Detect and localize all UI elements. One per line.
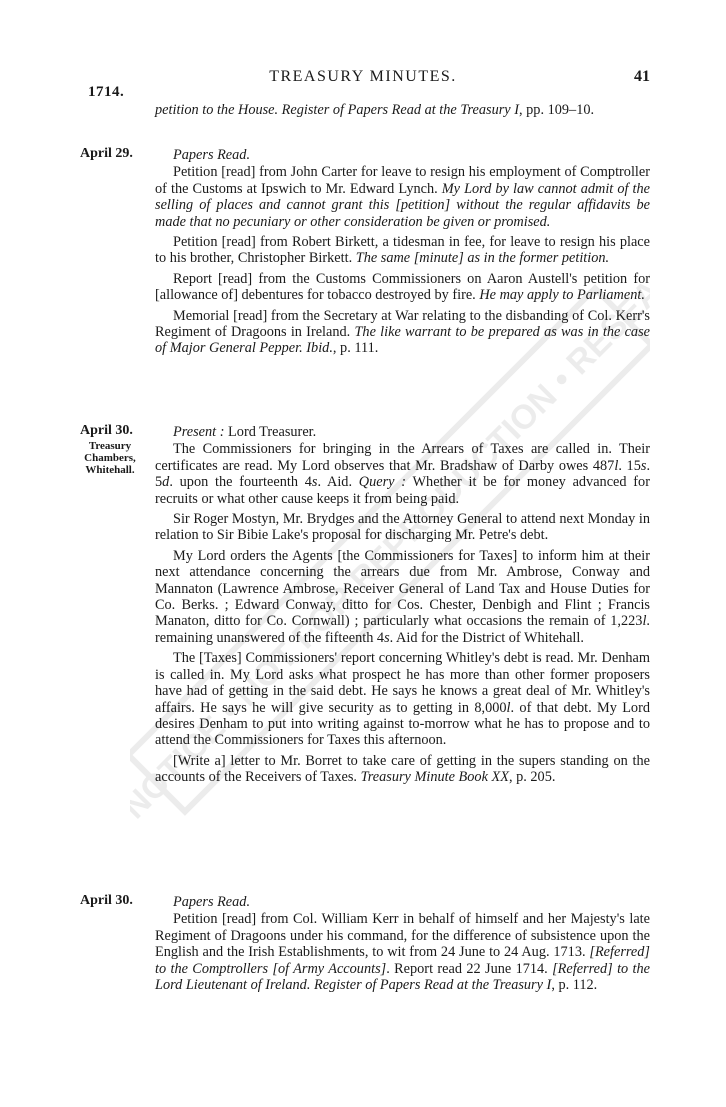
text-run: . Report read 22 June 1714. (386, 960, 553, 977)
italic-run: s (384, 629, 390, 646)
page-header (0, 64, 726, 100)
entry-date-text: April 30. (80, 423, 133, 438)
paragraph (155, 753, 650, 786)
text-run: Petition [read] from Col. William Kerr in behalf of himself and her Majesty's late Regiment of Dragoons under his command, for the difference of subsistence upon the English and the Irish Establishments, to wit from 24 June to 24 Aug. 1713. (155, 911, 650, 961)
entry-place: Treasury Chambers, Whitehall. (84, 440, 136, 476)
paragraph (155, 511, 650, 544)
entry-body (155, 102, 650, 122)
italic-run: d (162, 474, 170, 491)
section-heading: Papers Read. (173, 894, 251, 910)
italic-run: Query : (358, 474, 407, 491)
italic-run: l (642, 613, 647, 630)
italic-run: The like warrant to be prepared as was in the case of Major General Pepper. Ibid. (155, 324, 650, 357)
entry-body (155, 147, 650, 361)
text-run: Report [read] from the Customs Commissioners on Aaron Austell's petition for [allowance of] debentures for tobacco destroyed by fire. (155, 270, 650, 304)
text-run: . 15 (618, 457, 641, 474)
header-year: 1714. (88, 84, 125, 100)
text-run: . Aid for the District of Whitehall. (389, 629, 584, 646)
italic-run: l (506, 699, 511, 716)
section-heading: Papers Read. (173, 147, 251, 163)
running-title: TREASURY MINUTES. (269, 68, 457, 85)
italic-run: [Referred] to the Comptrollers [of Army Accounts] (155, 944, 650, 977)
italic-run: My Lord by law cannot admit of the selling of places and cannot grant this [petition] without the regular affidavits be made that no pecuniary or other consideration be given or promised. (155, 180, 650, 230)
italic-run: l (614, 457, 619, 474)
italic-run: petition to the House. Register of Papers Read at the Treasury I (155, 102, 519, 118)
entry-date (80, 423, 150, 476)
text-run: . remaining unanswered of the fifteenth 4 (155, 613, 650, 646)
svg-text:ENT NOTICE • NOT FOR REPRODUCT: ENT NOTICE • NOT FOR REPRODUCTION • RESEARCH (130, 250, 650, 850)
text-run: Sir Roger Mostyn, Mr. Brydges and the Attorney General to attend next Monday in relation to Sir Bibie Lake's proposal for discharging Mr. Petre's debt. (155, 511, 650, 544)
text-run: . 5 (155, 457, 651, 491)
text-run: Petition [read] from John Carter for leave to resign his employment of Comptroller of the Customs at Ipswich to Mr. Edward Lynch. (155, 164, 650, 197)
text-run: , p. 112. (551, 977, 598, 994)
paragraph (155, 234, 650, 267)
entry-body (155, 424, 650, 790)
text-run: Whether it be for money advanced for recruits or what other cause keeps it from being paid. (155, 474, 650, 507)
section-heading (155, 424, 650, 440)
entry-date: April 30. (80, 893, 133, 908)
text-run: The [Taxes] Commissioners' report concerning Whitley's debt is read. Mr. Denham is called in. My Lord asks what prospect he has more than other former proposers have had of getting in the said debt. He says he knows a great deal of Mr. Whitley's affairs. He says he will give security as to getting in 8,000 (155, 650, 650, 716)
text-run: , p. 205. (508, 769, 556, 786)
paragraph (155, 441, 650, 507)
italic-run: He may apply to Parliament. (479, 287, 645, 304)
italic-run: The same [minute] as in the former petition. (355, 250, 610, 267)
text-run: . Aid. (317, 474, 359, 491)
text-run: , p. 111. (332, 340, 379, 357)
italic-run: s (311, 474, 318, 491)
text-run: [Write a] letter to Mr. Borret to take care of getting in the supers standing on the accounts of the Receivers of Taxes. (155, 752, 650, 786)
italic-run: Present : (173, 424, 225, 440)
italic-run: [Referred] to the Lord Lieutenant of Ireland. Register of Papers Read at the Treasury I (155, 960, 651, 994)
text-run: Petition [read] from Robert Birkett, a tidesman in fee, for leave to resign his place to his brother, Christopher Birkett. (155, 234, 650, 267)
page-number: 41 (634, 68, 650, 85)
paragraph (155, 271, 650, 304)
italic-run: s (640, 457, 647, 474)
text-run: . upon the fourteenth 4 (169, 474, 312, 491)
text-run: Memorial [read] from the Secretary at War relating to the disbanding of Col. Kerr's Regiment of Dragoons in Ireland. (155, 307, 650, 341)
text-run: My Lord orders the Agents [the Commissioners for Taxes] to inform him at their next attendance concerning the arrears due from Mr. Ambrose, Conway and Mannaton (Lawrence Ambrose, Receiver General of Land Tax and House Duties for Co. Berks. ; Edward Conway, ditto for Cos. Chester, Denbigh and Flint ; Francis Manaton, ditto for Co. Cornwall) ; particularly what occasions the remain of 1,223 (155, 547, 650, 630)
text-run: , pp. 109–10. (519, 102, 595, 118)
italic-run: Treasury Minute Book XX (360, 769, 509, 786)
text-run: . of that debt. My Lord desires Denham to put into writing against to-morrow what he has to propose and to attend the Commissioners for Taxes this afternoon. (155, 699, 650, 749)
paragraph (155, 102, 650, 118)
text-run: The Commissioners for bringing in the Arrears of Taxes are called in. Their certificates are read. My Lord observes that Mr. Bradshaw of Darby owes 487 (155, 441, 650, 474)
entry-body (155, 894, 650, 997)
text-run: Lord Treasurer. (224, 424, 317, 440)
paragraph (155, 308, 650, 357)
paragraph (155, 911, 650, 993)
paragraph (155, 548, 650, 646)
paragraph (155, 650, 650, 748)
paragraph (155, 164, 650, 230)
entry-date: April 29. (80, 146, 133, 161)
